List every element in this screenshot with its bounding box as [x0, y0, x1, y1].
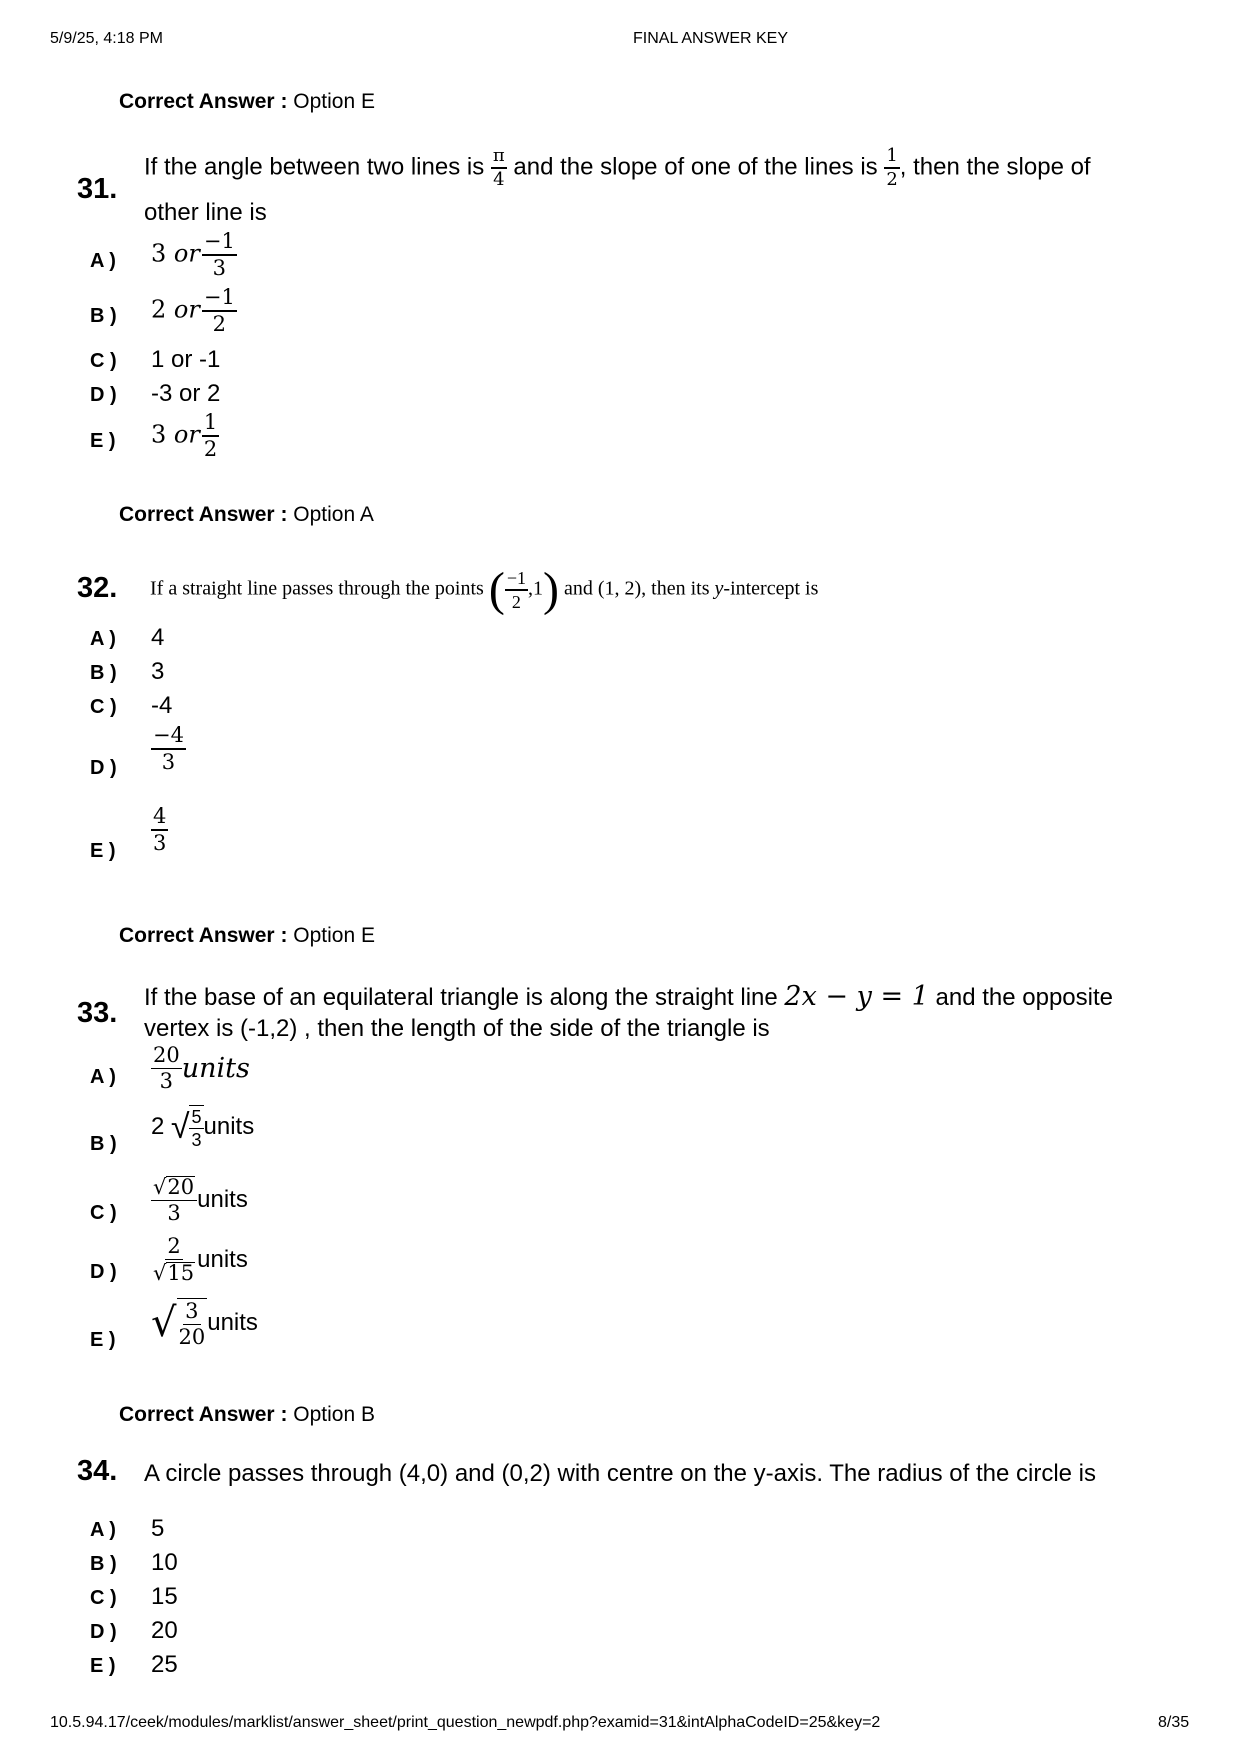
option-a[interactable]: 5 — [151, 1515, 165, 1542]
question-number: 31. — [77, 173, 118, 205]
slope-fraction: $\frac{1}{2}$ — [886, 145, 898, 190]
correct-answer-q33: Correct Answer : Option B — [119, 1403, 375, 1426]
option-label: A ) — [90, 628, 116, 650]
correct-answer-value: Option E — [293, 90, 375, 113]
correct-answer-q30 — [119, 90, 375, 114]
question-number: 33. — [77, 997, 118, 1029]
option-label: D ) — [90, 1621, 117, 1643]
option-e[interactable]: $\frac{4}{3}$ — [153, 804, 167, 855]
question-number: 32. — [77, 572, 118, 604]
option-a[interactable]: $\frac{20}{3}$ units — [153, 1043, 250, 1093]
question-text-cont: other line is — [144, 199, 267, 226]
option-e[interactable]: 3 or $\frac{1}{2}$ — [151, 410, 218, 461]
question-text-cont: vertex is (-1,2) , then the length of the side of the triangle is — [144, 1015, 770, 1042]
option-c[interactable]: 15 — [151, 1583, 178, 1610]
option-a[interactable]: 4 — [151, 624, 165, 651]
option-b[interactable]: 3 — [151, 658, 165, 685]
option-label: E ) — [90, 1655, 116, 1677]
option-label: D ) — [90, 1261, 117, 1283]
option-c[interactable]: $\frac{√20}{3}$ units — [153, 1175, 248, 1225]
option-label: C ) — [90, 1587, 117, 1609]
option-label: E ) — [90, 430, 116, 452]
option-d[interactable]: $\frac{2}{√15}$ units — [153, 1234, 248, 1285]
correct-answer-label: Correct Answer : — [119, 90, 288, 113]
option-label: A ) — [90, 1066, 116, 1088]
option-label: E ) — [90, 840, 116, 862]
question-text: If the base of an equilateral triangle is along the straight line 2x − y = 1 and the opposite — [144, 981, 1113, 1012]
option-b[interactable]: 2 or $\frac{-1}{2}$ — [151, 285, 235, 336]
option-label: C ) — [90, 696, 117, 718]
option-label: A ) — [90, 250, 116, 272]
option-label: D ) — [90, 384, 117, 406]
option-label: B ) — [90, 1553, 117, 1575]
print-datetime: 5/9/25, 4:18 PM — [50, 30, 163, 47]
option-label: D ) — [90, 757, 117, 779]
page-url: 10.5.94.17/ceek/modules/marklist/answer_sheet/print_question_newpdf.php?examid=31&intAlphaCodeID=25&key=2 — [50, 1714, 881, 1731]
question-number: 34. — [77, 1455, 118, 1487]
option-d[interactable]: 20 — [151, 1617, 178, 1644]
page-title: FINAL ANSWER KEY — [633, 30, 788, 47]
option-label: A ) — [90, 1519, 116, 1541]
option-label: B ) — [90, 305, 117, 327]
option-label: C ) — [90, 350, 117, 372]
angle-fraction: $\frac{\pi}{4}$ — [492, 145, 505, 190]
question-text: If the angle between two lines is $\frac{\pi}{4}$ and the slope of one of the lines is $\frac{1}{2}$ , then the slope of — [144, 145, 1091, 190]
option-a[interactable]: 3 or $\frac{-1}{3}$ — [151, 229, 235, 280]
page-number: 8/35 — [1158, 1714, 1190, 1731]
question-text: A circle passes through (4,0) and (0,2) with centre on the y-axis. The radius of the circle is — [144, 1460, 1097, 1487]
option-label: E ) — [90, 1329, 116, 1351]
option-b[interactable]: 2 √ $\frac{5}{3}$ units — [151, 1107, 255, 1150]
option-d[interactable]: -3 or 2 — [151, 380, 221, 407]
option-c[interactable]: -4 — [151, 692, 173, 719]
option-e[interactable]: √ $\frac{3}{20}$ units — [151, 1299, 258, 1349]
option-label: B ) — [90, 662, 117, 684]
question-text: If a straight line passes through the points ( $\frac{-1}{2}$ ,1) and (1, 2), then its y-intercept is — [150, 563, 819, 616]
option-c[interactable]: 1 or -1 — [151, 346, 221, 373]
option-label: C ) — [90, 1202, 117, 1224]
correct-answer-q31: Correct Answer : Option A — [119, 503, 374, 526]
option-e[interactable]: 25 — [151, 1651, 178, 1678]
correct-answer-q32: Correct Answer : Option E — [119, 924, 375, 947]
option-label: B ) — [90, 1133, 117, 1155]
option-d[interactable]: $\frac{-4}{3}$ — [153, 723, 184, 774]
option-b[interactable]: 10 — [151, 1549, 178, 1576]
